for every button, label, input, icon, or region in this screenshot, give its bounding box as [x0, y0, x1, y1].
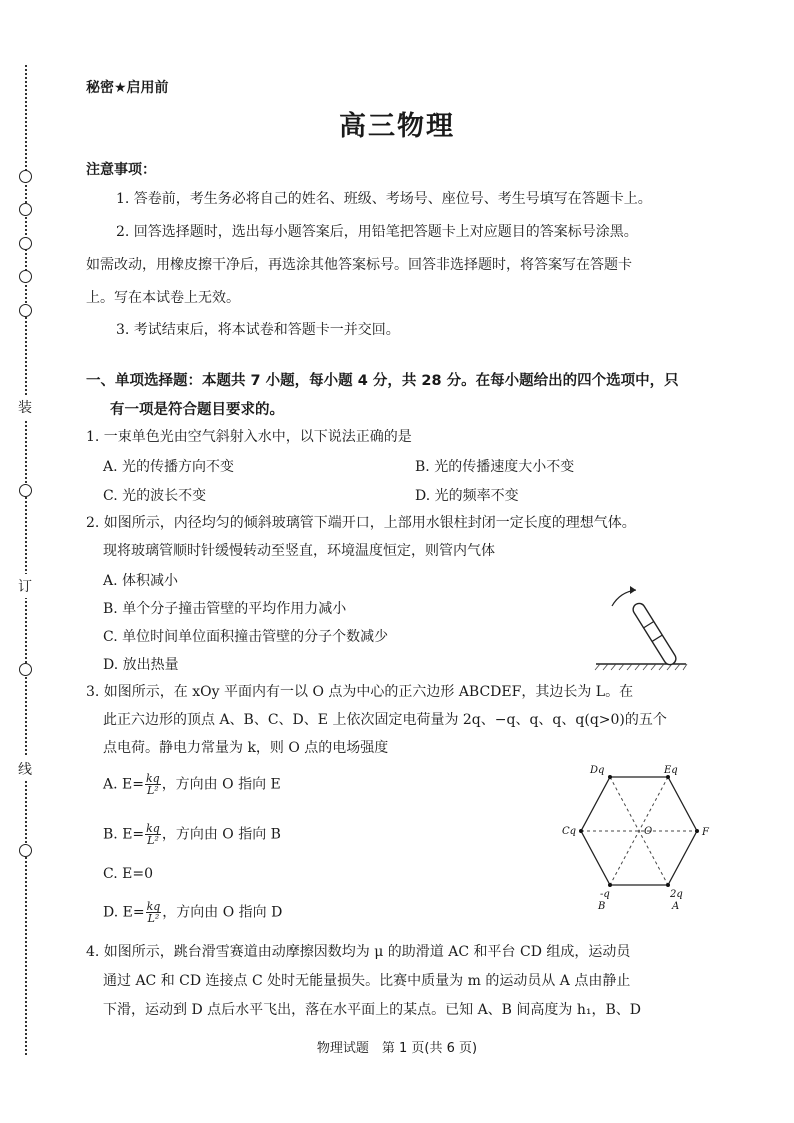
label-E: Eq — [664, 765, 678, 776]
q3-stem-2: 此正六边形的顶点 A、B、C、D、E 上依次固定电荷量为 2q、−q、q、q、q(q>0)的五个 — [103, 712, 667, 728]
note-1: 1. 答卷前，考生务必将自己的姓名、班级、考场号、座位号、考生号填写在答题卡上。 — [116, 191, 652, 207]
note-3: 3. 考试结束后，将本试卷和答题卡一并交回。 — [116, 322, 400, 338]
section1-heading: 一、单项选择题：本题共 7 小题，每小题 4 分，共 28 分。在每小题给出的四个选项中，只 — [86, 373, 679, 389]
note-2a: 2. 回答选择题时，选出每小题答案后，用铅笔把答题卡上对应题目的答案标号涂黑。 — [116, 224, 638, 240]
q3-hexagon-figure — [560, 760, 720, 912]
q2-option-a: A. 体积减小 — [103, 573, 179, 589]
label-C: Cq — [562, 826, 577, 837]
binding-hole — [19, 170, 32, 183]
binding-char-xian: 线 — [18, 757, 32, 781]
note-2b: 如需改动，用橡皮擦干净后，再选涂其他答案标号。回答非选择题时，将答案写在答题卡 — [86, 257, 632, 273]
notes-heading: 注意事项： — [86, 162, 156, 178]
q3-option-b: B. E= $\frac{kq}{\text{L²}}$ ，方向由 O 指向 B — [103, 822, 281, 847]
q2-tube-figure — [590, 582, 690, 672]
binding-hole — [19, 237, 32, 250]
label-A: A — [672, 901, 680, 912]
label-B: B — [598, 901, 606, 912]
label-2q: 2q — [670, 889, 683, 900]
q2-stem-2: 现将玻璃管顺时针缓慢转动至竖直，环境温度恒定，则管内气体 — [103, 543, 495, 559]
binding-hole — [19, 844, 32, 857]
binding-hole — [19, 663, 32, 676]
q2-option-c: C. 单位时间单位面积撞击管壁的分子个数减少 — [103, 629, 389, 645]
label-O: O — [644, 826, 653, 837]
binding-char-ding: 订 — [18, 574, 32, 598]
q2-option-d: D. 放出热量 — [103, 657, 179, 673]
q1-option-d: D. 光的频率不变 — [415, 488, 519, 504]
q3-option-c: C. E=0 — [103, 866, 153, 882]
page-title: 高三物理 — [339, 111, 455, 142]
page-footer: 物理试题 第 1 页(共 6 页) — [316, 1041, 478, 1056]
q4-stem-3: 下滑，运动到 D 点后水平飞出，落在水平面上的某点。已知 A、B 间高度为 h₁，B、D — [103, 1002, 642, 1018]
q2-stem-1: 2. 如图所示，内径均匀的倾斜玻璃管下端开口，上部用水银柱封闭一定长度的理想气体。 — [86, 515, 636, 531]
binding-char-zhuang: 装 — [18, 395, 32, 419]
q4-stem-2: 通过 AC 和 CD 连接点 C 处时无能量损失。比赛中质量为 m 的运动员从 A 点由静止 — [103, 973, 631, 989]
rotation-arrow-icon — [630, 586, 636, 594]
binding-hole — [19, 203, 32, 216]
note-2c: 上。写在本试卷上无效。 — [86, 290, 240, 306]
label-F: F — [702, 827, 709, 838]
binding-hole — [19, 270, 32, 283]
q1-option-a: A. 光的传播方向不变 — [103, 459, 235, 475]
secret-label: 秘密★启用前 — [86, 80, 169, 96]
q2-option-b: B. 单个分子撞击管壁的平均作用力减小 — [103, 601, 347, 617]
label-minus-q: -q — [600, 889, 610, 900]
q1-stem: 1. 一束单色光由空气斜射入水中，以下说法正确的是 — [86, 429, 412, 445]
binding-hole — [19, 484, 32, 497]
q3-option-a: A. E= $\frac{kq}{\text{L²}}$ ，方向由 O 指向 E — [103, 772, 281, 797]
label-D: Dq — [590, 765, 605, 776]
q3-stem-3: 点电荷。静电力常量为 k，则 O 点的电场强度 — [103, 740, 389, 756]
q1-option-c: C. 光的波长不变 — [103, 488, 207, 504]
q1-option-b: B. 光的传播速度大小不变 — [415, 459, 575, 475]
q3-option-d: D. E= $\frac{kq}{\text{L²}}$ ，方向由 O 指向 D — [103, 900, 283, 925]
section1-heading-cont: 有一项是符合题目要求的。 — [110, 402, 284, 418]
q4-stem-1: 4. 如图所示，跳台滑雪赛道由动摩擦因数均为 μ 的助滑道 AC 和平台 CD 组成，运动员 — [86, 944, 631, 960]
binding-hole — [19, 304, 32, 317]
q3-stem-1: 3. 如图所示，在 xOy 平面内有一以 O 点为中心的正六边形 ABCDEF，其边长为 L。在 — [86, 684, 634, 700]
